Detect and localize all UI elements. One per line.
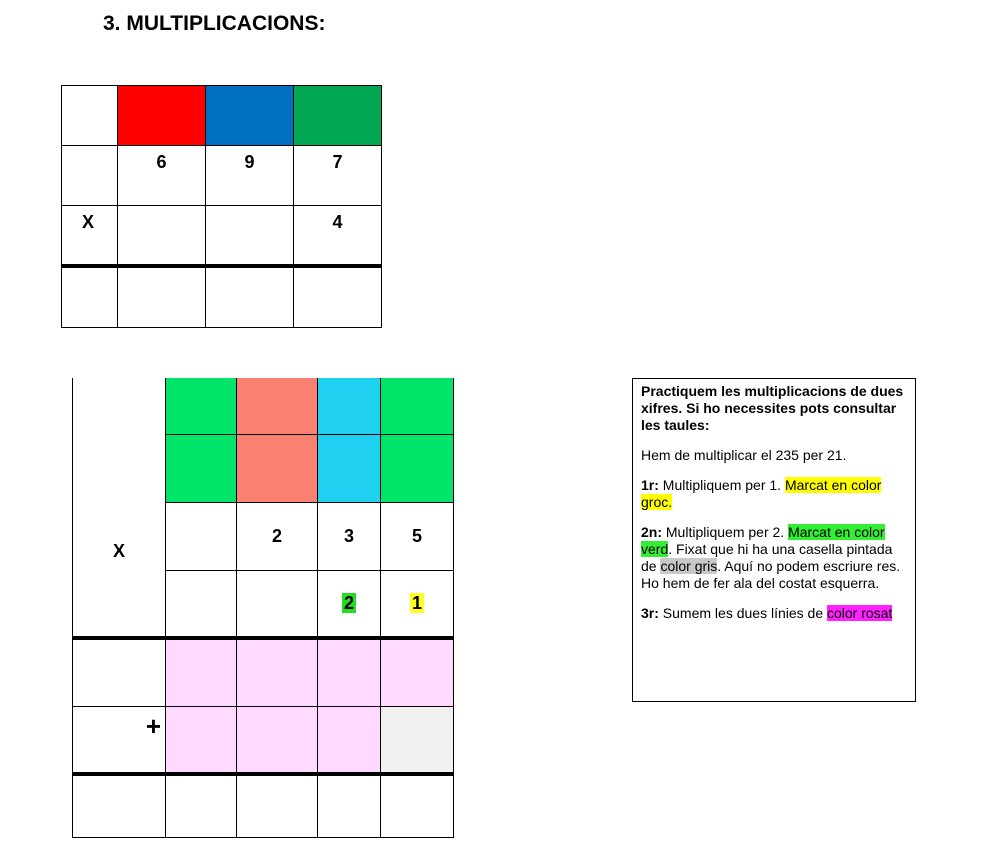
digit-cell[interactable]: 2 xyxy=(237,502,318,570)
step-label: 1r: xyxy=(641,477,659,493)
yellow-marker-text: Marcat en color groc. xyxy=(641,477,882,510)
color-header-row-1 xyxy=(73,378,454,434)
page-title: 3. MULTIPLICACIONS: xyxy=(103,12,326,35)
pink-cell[interactable] xyxy=(166,706,237,774)
step-label: 3r: xyxy=(641,605,659,621)
plus-sign: + xyxy=(73,706,166,774)
cyan-header-cell xyxy=(318,378,381,434)
step-2 xyxy=(641,524,907,592)
digit-cell[interactable]: 9 xyxy=(206,146,294,206)
multiplication-table-2 xyxy=(72,378,454,838)
multiplier-row xyxy=(62,206,382,266)
instructions-box xyxy=(632,378,916,702)
empty-cell xyxy=(237,570,318,638)
empty-cell xyxy=(62,146,118,206)
step-text: . Fixat que hi ha una casella pintada de xyxy=(641,541,893,574)
step-text: Sumem les dues línies de xyxy=(658,605,827,621)
step-text: . Aquí no podem escriure res. Ho hem de fer ala del costat esquerra. xyxy=(641,558,901,591)
pink-cell[interactable] xyxy=(166,638,237,706)
pink-cell[interactable] xyxy=(381,638,454,706)
digit-cell[interactable]: 7 xyxy=(294,146,382,206)
digit-cell[interactable]: 3 xyxy=(318,502,381,570)
answer-cell[interactable] xyxy=(118,266,206,328)
answer-cell[interactable] xyxy=(73,638,166,706)
gray-blocked-cell xyxy=(381,706,454,774)
pink-cell[interactable] xyxy=(318,706,381,774)
green-header-cell xyxy=(381,378,454,434)
salmon-header-cell xyxy=(237,434,318,502)
digit-highlight-green: 2 xyxy=(343,592,354,613)
green-header-cell xyxy=(294,86,382,146)
empty-cell xyxy=(62,86,118,146)
answer-cell[interactable] xyxy=(206,266,294,328)
step-label: 2n: xyxy=(641,524,662,540)
green-header-cell xyxy=(381,434,454,502)
answer-cell[interactable] xyxy=(166,774,237,837)
gray-marker-text: color gris xyxy=(660,558,718,574)
step-text: Multipliquem per 2. xyxy=(662,524,789,540)
digit-highlight-yellow: 1 xyxy=(411,592,422,613)
digit-cell[interactable]: 6 xyxy=(118,146,206,206)
result-row xyxy=(62,266,382,328)
pink-cell[interactable] xyxy=(318,638,381,706)
salmon-header-cell xyxy=(237,378,318,434)
multiplication-table-1 xyxy=(61,85,382,328)
answer-cell[interactable] xyxy=(294,266,382,328)
operator-x: X xyxy=(73,378,166,638)
partial-row-1 xyxy=(73,638,454,706)
partial-row-2 xyxy=(73,706,454,774)
pink-cell[interactable] xyxy=(237,706,318,774)
digit-cell[interactable] xyxy=(381,570,454,638)
digit-cell[interactable]: 4 xyxy=(294,206,382,266)
answer-cell[interactable] xyxy=(73,774,166,837)
green-header-cell xyxy=(166,378,237,434)
multiplicand-row xyxy=(62,146,382,206)
result-row xyxy=(73,774,454,837)
pink-marker-text: color rosat xyxy=(827,605,893,621)
red-header-cell xyxy=(118,86,206,146)
blue-header-cell xyxy=(206,86,294,146)
answer-cell[interactable] xyxy=(237,774,318,837)
green-header-cell xyxy=(166,434,237,502)
answer-cell[interactable] xyxy=(318,774,381,837)
digit-cell[interactable] xyxy=(318,570,381,638)
digit-cell[interactable]: 5 xyxy=(381,502,454,570)
color-header-row xyxy=(62,86,382,146)
empty-cell xyxy=(166,570,237,638)
instructions-heading: Practiquem les multiplicacions de dues xifres. Si ho necessites pots consultar les taules: xyxy=(641,383,904,433)
empty-cell xyxy=(166,502,237,570)
answer-cell[interactable] xyxy=(62,266,118,328)
step-3 xyxy=(641,605,907,622)
empty-cell[interactable] xyxy=(118,206,206,266)
step-text: Multipliquem per 1. xyxy=(658,477,785,493)
green-marker-text: Marcat en color verd xyxy=(641,524,885,557)
pink-cell[interactable] xyxy=(237,638,318,706)
cyan-header-cell xyxy=(318,434,381,502)
empty-cell[interactable] xyxy=(206,206,294,266)
step-1 xyxy=(641,477,907,511)
answer-cell[interactable] xyxy=(381,774,454,837)
operator-x: X xyxy=(62,206,118,266)
instructions-intro: Hem de multiplicar el 235 per 21. xyxy=(641,447,847,463)
